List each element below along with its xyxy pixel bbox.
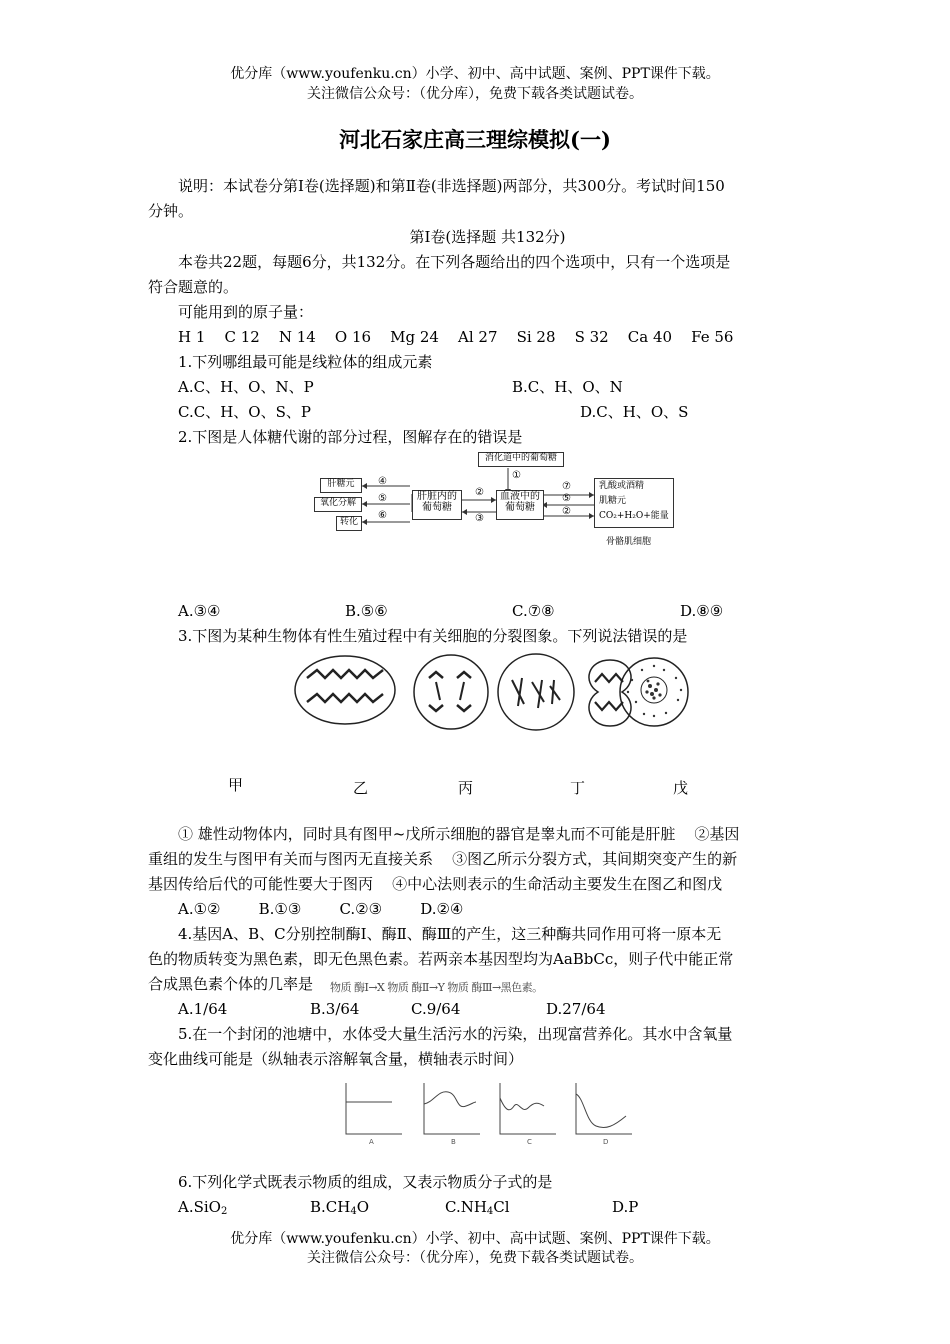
label-5-left: ⑤ bbox=[378, 493, 387, 504]
q1-option-a: A.C、H、O、N、P bbox=[178, 378, 314, 396]
oxidation-box: 氧化分解 bbox=[314, 497, 362, 512]
q4-line-1: 4.基因A、B、C分别控制酶Ⅰ、酶Ⅱ、酶Ⅲ的产生，这三种酶共同作用可将一原本无 bbox=[178, 925, 722, 943]
liver-glycogen-box: 肝糖元 bbox=[320, 478, 362, 493]
label-6: ⑥ bbox=[378, 510, 387, 521]
co2-text: CO₂+H₂O+能量 bbox=[599, 511, 669, 521]
q4-option-a: A.1/64 bbox=[178, 1000, 228, 1018]
q6-b-sub: 4 bbox=[350, 1206, 357, 1217]
muscle-cell-label: 骨骼肌细胞 bbox=[606, 537, 652, 547]
label-4: ④ bbox=[378, 476, 387, 487]
instructions-line-2: 符合题意的。 bbox=[148, 278, 239, 296]
section-heading: 第Ⅰ卷(选择题 共132分) bbox=[409, 228, 566, 246]
liver-glucose-line-2: 葡萄糖 bbox=[422, 502, 452, 513]
q5-line-1: 5.在一个封闭的池塘中，水体受大量生活污水的污染，出现富营养化。其水中含氧量 bbox=[178, 1025, 733, 1043]
atomic-mass-values: H 1 C 12 N 14 O 16 Mg 24 Al 27 Si 28 S 32 Ca 40 Fe 56 bbox=[178, 328, 734, 346]
cell-yi bbox=[414, 655, 488, 729]
q3-line-1: ① 雄性动物体内，同时具有图甲~戊所示细胞的器官是睾丸而不可能是肝脏 ②基因 bbox=[178, 825, 740, 843]
q6-a-sub: 2 bbox=[220, 1206, 228, 1217]
q6-stem: 6.下列化学式既表示物质的组成，又表示物质分子式的是 bbox=[178, 1173, 553, 1191]
liver-glucose-line-1: 肝脏内的 bbox=[417, 491, 457, 502]
q6-b-text: B.CH bbox=[310, 1198, 351, 1216]
figure-label-yi: 乙 bbox=[353, 779, 369, 797]
blood-glucose-box bbox=[496, 490, 544, 520]
cell-jia bbox=[295, 656, 395, 724]
oxygen-curves bbox=[338, 1078, 638, 1153]
blood-glucose-line-1: 血液中的 bbox=[500, 491, 540, 502]
graph-label-c: C bbox=[527, 1138, 532, 1146]
q6-option-b bbox=[310, 1199, 369, 1220]
q3-line-2: 重组的发生与图甲有关而与图丙无直接关系 ③图乙所示分裂方式，其间期突变产生的新 bbox=[148, 850, 738, 868]
graph-label-a: A bbox=[369, 1138, 374, 1146]
label-7: ⑦ bbox=[562, 481, 571, 492]
header-line-1: 优分库（www.youfenku.cn）小学、初中、高中试题、案例、PPT课件下载。 bbox=[230, 66, 720, 82]
instructions-line-1: 本卷共22题，每题6分，共132分。在下列各题给出的四个选项中，只有一个选项是 bbox=[178, 253, 731, 271]
intro-line-2: 分钟。 bbox=[148, 202, 194, 220]
label-5-right: ⑤ bbox=[562, 493, 571, 504]
q2-option-b: B.⑤⑥ bbox=[345, 602, 388, 620]
cell-ding bbox=[589, 660, 631, 726]
label-3: ③ bbox=[475, 513, 484, 524]
q2-stem: 2.下图是人体糖代谢的部分过程，图解存在的错误是 bbox=[178, 428, 523, 446]
q4-equation: 物质 酶Ⅰ→X 物质 酶Ⅱ→Y 物质 酶Ⅲ→黑色素。 bbox=[330, 981, 543, 994]
q3-stem: 3.下图为某种生物体有性生殖过程中有关细胞的分裂图象。下列说法错误的是 bbox=[178, 627, 688, 645]
q4-line-2: 色的物质转变为黑色素，即无色黑色素。若两亲本基因型均为AaBbCc，则子代中能正常 bbox=[148, 950, 734, 968]
label-1: ① bbox=[512, 470, 521, 481]
q3-line-3: 基因传给后代的可能性要大于图丙 ④中心法则表示的生命活动主要发生在图乙和图戊 bbox=[148, 875, 723, 893]
gut-glucose-box: 消化道中的葡萄糖 bbox=[478, 452, 564, 467]
muscle-glycogen-text: 肌糖元 bbox=[599, 496, 627, 506]
q4-option-c: C.9/64 bbox=[411, 1000, 461, 1018]
q2-option-a: A.③④ bbox=[178, 602, 221, 620]
q2-option-c: C.⑦⑧ bbox=[512, 602, 555, 620]
sugar-metabolism-diagram bbox=[310, 450, 680, 555]
figure-label-ding: 丁 bbox=[570, 779, 586, 797]
q5-line-2: 变化曲线可能是（纵轴表示溶解氧含量，横轴表示时间） bbox=[148, 1050, 524, 1068]
q6-c-post: Cl bbox=[493, 1198, 510, 1216]
cell-bing bbox=[498, 654, 574, 730]
intro-line-1: 说明：本试卷分第Ⅰ卷(选择题)和第Ⅱ卷(非选择题)两部分，共300分。考试时间150 bbox=[178, 177, 725, 195]
q4-option-d: D.27/64 bbox=[546, 1000, 606, 1018]
q1-option-d: D.C、H、O、S bbox=[580, 403, 689, 421]
lactic-text: 乳酸或酒精 bbox=[599, 481, 645, 491]
blood-glucose-line-2: 葡萄糖 bbox=[505, 502, 535, 513]
header-line-2: 关注微信公众号：（优分库），免费下载各类试题试卷。 bbox=[307, 86, 643, 102]
q4-line-3: 合成黑色素个体的几率是 bbox=[148, 975, 314, 993]
q1-stem: 1.下列哪组最可能是线粒体的组成元素 bbox=[178, 353, 433, 371]
label-2-left: ② bbox=[475, 487, 484, 498]
graph-label-d: D bbox=[603, 1138, 609, 1146]
footer-line-2: 关注微信公众号：（优分库），免费下载各类试题试卷。 bbox=[307, 1250, 643, 1266]
label-2-right: ② bbox=[562, 506, 571, 517]
graph-label-b: B bbox=[451, 1138, 456, 1146]
q6-b-post: O bbox=[356, 1198, 370, 1216]
q6-a-text: A.SiO bbox=[178, 1198, 221, 1216]
q4-option-b: B.3/64 bbox=[310, 1000, 360, 1018]
muscle-cell-box bbox=[594, 478, 674, 528]
conversion-box: 转化 bbox=[336, 516, 362, 531]
q6-option-c bbox=[445, 1199, 510, 1220]
q3-options: A.①② B.①③ C.②③ D.②④ bbox=[178, 900, 464, 918]
footer-line-1: 优分库（www.youfenku.cn）小学、初中、高中试题、案例、PPT课件下载。 bbox=[230, 1231, 720, 1247]
liver-glucose-box bbox=[412, 490, 462, 520]
q1-option-c: C.C、H、O、S、P bbox=[178, 403, 311, 421]
page-title: 河北石家庄高三理综模拟(一) bbox=[339, 127, 611, 152]
figure-label-wu: 戊 bbox=[673, 779, 689, 797]
figure-label-bing: 丙 bbox=[458, 779, 474, 797]
q6-option-a bbox=[178, 1199, 227, 1220]
q6-c-text: C.NH bbox=[445, 1198, 487, 1216]
q1-option-b: B.C、H、O、N bbox=[512, 378, 623, 396]
cell-division-figures bbox=[292, 650, 712, 735]
q2-option-d: D.⑧⑨ bbox=[680, 602, 724, 620]
figure-label-jia: 甲 bbox=[228, 776, 244, 794]
atomic-mass-label: 可能用到的原子量： bbox=[178, 303, 314, 321]
q6-option-d: D.P bbox=[612, 1198, 639, 1216]
q6-c-sub: 4 bbox=[486, 1206, 494, 1217]
